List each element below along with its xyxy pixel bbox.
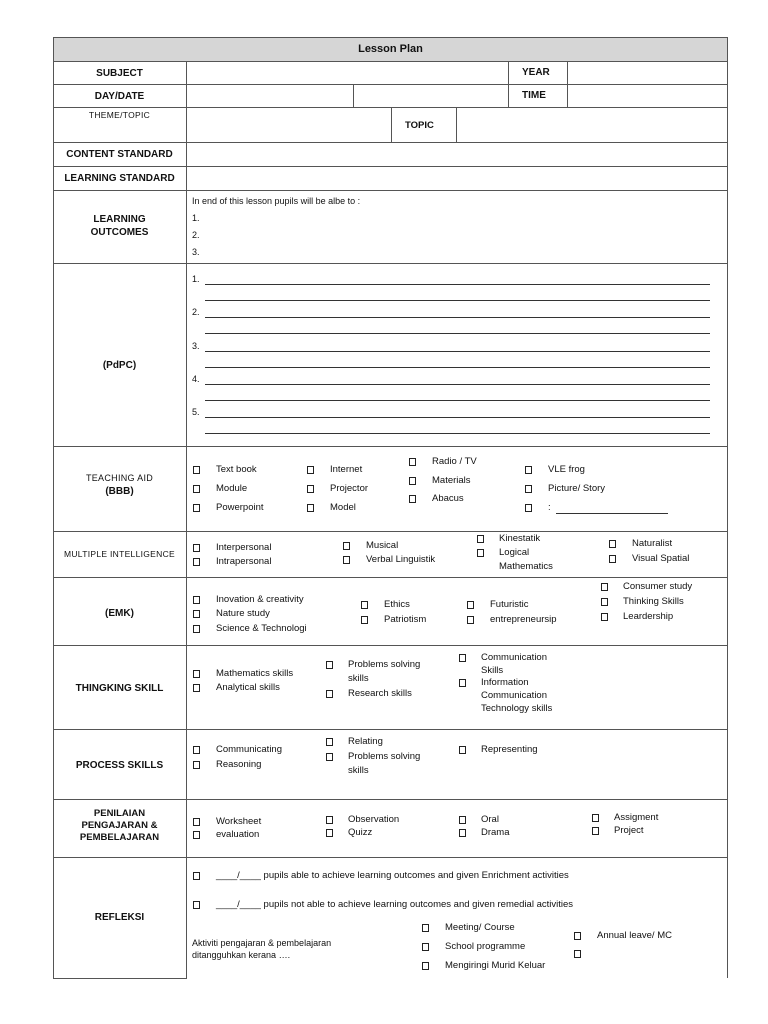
pdpc-line[interactable] [205,333,710,334]
checkbox[interactable] [193,504,200,512]
option-label: Intrapersonal [216,556,272,567]
option-label: Radio / TV [432,456,477,467]
pdpc-line[interactable] [205,300,710,301]
option-label: Logical [499,547,530,558]
option-label: Verbal Linguistik [366,554,436,565]
option-label: Thinking Skills [623,596,684,607]
penilaian-label [53,808,186,844]
checkbox[interactable] [409,458,416,466]
learning-standard-label: LEARNING STANDARD [64,173,175,184]
checkbox[interactable] [525,504,532,512]
option-label: Communication [481,652,547,663]
row-line [53,190,728,191]
row-line [53,799,728,800]
emk-label: (EMK) [105,608,134,619]
option-label: Reasoning [216,759,262,770]
checkbox[interactable] [467,601,474,609]
option-label: Materials [432,475,471,486]
checkbox[interactable] [193,466,200,474]
pdpc-number: 5. [192,407,200,417]
option-label: Assigment [614,812,659,823]
option-label: Internet [330,464,363,475]
pdpc-label: (PdPC) [102,360,137,371]
content-standard-field[interactable] [187,143,726,165]
checkbox[interactable] [574,950,581,958]
option-label: Communicating [216,744,282,755]
checkbox[interactable] [467,616,474,624]
checkbox[interactable] [459,654,466,662]
checkbox[interactable] [193,625,200,633]
option-label: Problems solving [348,659,421,670]
option-label: Meeting/ Course [445,922,515,933]
checkbox[interactable] [326,753,333,761]
process-skills-label: PROCESS SKILLS [75,760,164,771]
remedial-line: ____/____ pupils not able to achieve learning outcomes and given remedial activities [216,899,574,910]
row-line [53,263,728,264]
option-label: Problems solving [348,751,421,762]
checkbox[interactable] [477,549,484,557]
option-label-continued: skills [348,673,369,684]
row-line [53,577,728,578]
checkbox[interactable] [193,558,200,566]
option-label: Consumer study [623,581,693,592]
penilaian-label-line: PEMBELAJARAN [79,832,160,843]
checkbox[interactable] [343,542,350,550]
postponed-text: Aktiviti pengajaran & pembelajaran [192,938,332,948]
option-label: Projector [330,483,369,494]
cell-divider [508,61,509,107]
checkbox[interactable] [193,544,200,552]
theme-field[interactable] [187,108,390,141]
pdpc-line[interactable] [205,417,710,418]
checkbox[interactable] [459,746,466,754]
option-label: Naturalist [632,538,673,549]
row-line [53,645,728,646]
enrichment-line: ____/____ pupils able to achieve learning outcomes and given Enrichment activities [216,870,569,881]
pdpc-line[interactable] [205,433,710,434]
time-field[interactable] [568,85,726,107]
checkbox[interactable] [459,829,466,837]
option-label: Mathematics skills [216,668,294,679]
pdpc-number: 4. [192,374,200,384]
option-label: Musical [366,540,399,551]
option-label: Analytical skills [216,682,280,693]
option-label: Inovation & creativity [216,594,304,605]
checkbox[interactable] [601,613,608,621]
option-label-continued: Technology skills [481,703,553,714]
row-line [53,857,728,858]
option-label: Drama [481,827,510,838]
row-line [53,37,728,38]
teaching-aid-label-line: TEACHING AID [85,473,154,483]
checkbox[interactable] [193,901,200,909]
option-label: : [548,502,551,513]
row-line [53,446,728,447]
checkbox[interactable] [574,932,581,940]
checkbox[interactable] [422,962,429,970]
option-label: evaluation [216,829,260,840]
year-field[interactable] [568,62,726,84]
content-standard-label: CONTENT STANDARD [66,149,173,160]
subject-field[interactable] [187,62,507,84]
option-label: Worksheet [216,816,262,827]
option-label-continued: Mathematics [499,561,553,572]
row-line [53,978,187,979]
option-label: Nature study [216,608,270,619]
checkbox[interactable] [601,598,608,606]
checkbox[interactable] [525,466,532,474]
option-label: Information [481,677,529,688]
penilaian-label-line: PENGAJARAN & [81,820,158,831]
option-label: Ethics [384,599,410,610]
checkbox[interactable] [361,601,368,609]
row-line [53,729,728,730]
option-label: Quizz [348,827,373,838]
pdpc-line[interactable] [205,317,710,318]
option-label: Observation [348,814,400,825]
checkbox[interactable] [459,816,466,824]
outcome-number: 2. [192,230,200,240]
thinking-skill-label: THINGKING SKILL [75,683,164,694]
multiple-intelligence-label: MULTIPLE INTELLIGENCE [63,549,175,559]
checkbox[interactable] [326,690,333,698]
option-label: VLE frog [548,464,585,475]
topic-label: TOPIC [405,120,434,131]
option-label: School programme [445,941,526,952]
time-label: TIME [522,90,546,101]
pdpc-number: 1. [192,274,200,284]
penilaian-label-line: PENILAIAN [93,808,146,819]
option-label: Model [330,502,356,513]
option-label-continued: skills [348,765,369,776]
frame-right [727,37,728,978]
checkbox[interactable] [193,485,200,493]
checkbox[interactable] [326,738,333,746]
teaching-aid-label-line: (BBB) [105,486,134,497]
option-label: Kinestatik [499,533,541,544]
checkbox[interactable] [193,746,200,754]
pdpc-number: 3. [192,341,200,351]
option-label: Text book [216,464,257,475]
option-label: Interpersonal [216,542,272,553]
checkbox[interactable] [409,477,416,485]
checkbox[interactable] [326,829,333,837]
checkbox[interactable] [609,555,616,563]
option-label: Relating [348,736,383,747]
option-label: Module [216,483,248,494]
learning-outcomes-label [53,213,186,239]
option-label: Abacus [432,493,464,504]
pdpc-number: 2. [192,307,200,317]
learning-standard-field[interactable] [187,167,726,189]
option-label: Annual leave/ MC [597,930,672,941]
day-field[interactable] [187,85,352,107]
checkbox[interactable] [193,610,200,618]
checkbox[interactable] [193,831,200,839]
option-label: Futuristic [490,599,529,610]
row-line [53,531,728,532]
checkbox[interactable] [343,556,350,564]
theme-topic-label: THEME/TOPIC [88,110,151,120]
subject-label: SUBJECT [96,68,143,79]
option-label: Leardership [623,611,674,622]
checkbox[interactable] [361,616,368,624]
option-label: Patriotism [384,614,427,625]
learning-outcomes-label-line: OUTCOMES [90,227,149,238]
checkbox[interactable] [477,535,484,543]
checkbox[interactable] [459,679,466,687]
checkbox[interactable] [193,818,200,826]
topic-field[interactable] [457,108,726,141]
checkbox[interactable] [592,827,599,835]
option-label-continued: Communication [481,690,547,701]
checkbox[interactable] [193,670,200,678]
option-label: Mengiringi Murid Keluar [445,960,546,971]
checkbox[interactable] [307,504,314,512]
year-label: YEAR [522,67,550,78]
teaching-aid-label [53,472,186,498]
refleksi-label: REFLEKSI [94,912,145,923]
pdpc-line[interactable] [205,400,710,401]
checkbox[interactable] [307,485,314,493]
page-title: Lesson Plan [358,43,423,55]
checkbox[interactable] [326,816,333,824]
pdpc-line[interactable] [205,284,710,285]
checkbox[interactable] [307,466,314,474]
checkbox[interactable] [193,596,200,604]
pdpc-line[interactable] [205,367,710,368]
postponed-text: ditangguhkan kerana …. [192,950,291,960]
checkbox[interactable] [422,924,429,932]
option-label-continued: Skills [481,665,504,676]
day-date-label: DAY/DATE [94,91,145,102]
checkbox[interactable] [609,540,616,548]
learning-outcomes-intro: In end of this lesson pupils will be albe to : [192,196,361,206]
checkbox[interactable] [525,485,532,493]
option-label: Powerpoint [216,502,264,513]
option-label: Visual Spatial [632,553,690,564]
outcome-number: 1. [192,213,200,223]
option-label: Science & Technologi [216,623,307,634]
option-label: Representing [481,744,538,755]
checkbox[interactable] [193,872,200,880]
option-label: Research skills [348,688,412,699]
option-label: entrepreneursip [490,614,557,625]
option-label: Picture/ Story [548,483,606,494]
other-aid-line[interactable] [556,513,668,514]
checkbox[interactable] [422,943,429,951]
date-field[interactable] [354,85,507,107]
pdpc-line[interactable] [205,351,710,352]
option-label: Oral [481,814,499,825]
checkbox[interactable] [193,684,200,692]
cell-divider [391,107,392,142]
outcome-number: 3. [192,247,200,257]
label-column-divider [186,61,187,978]
learning-outcomes-label-line: LEARNING [93,214,146,225]
pdpc-line[interactable] [205,384,710,385]
checkbox[interactable] [193,761,200,769]
checkbox[interactable] [326,661,333,669]
checkbox[interactable] [592,814,599,822]
option-label: Project [614,825,644,836]
checkbox[interactable] [409,495,416,503]
checkbox[interactable] [601,583,608,591]
